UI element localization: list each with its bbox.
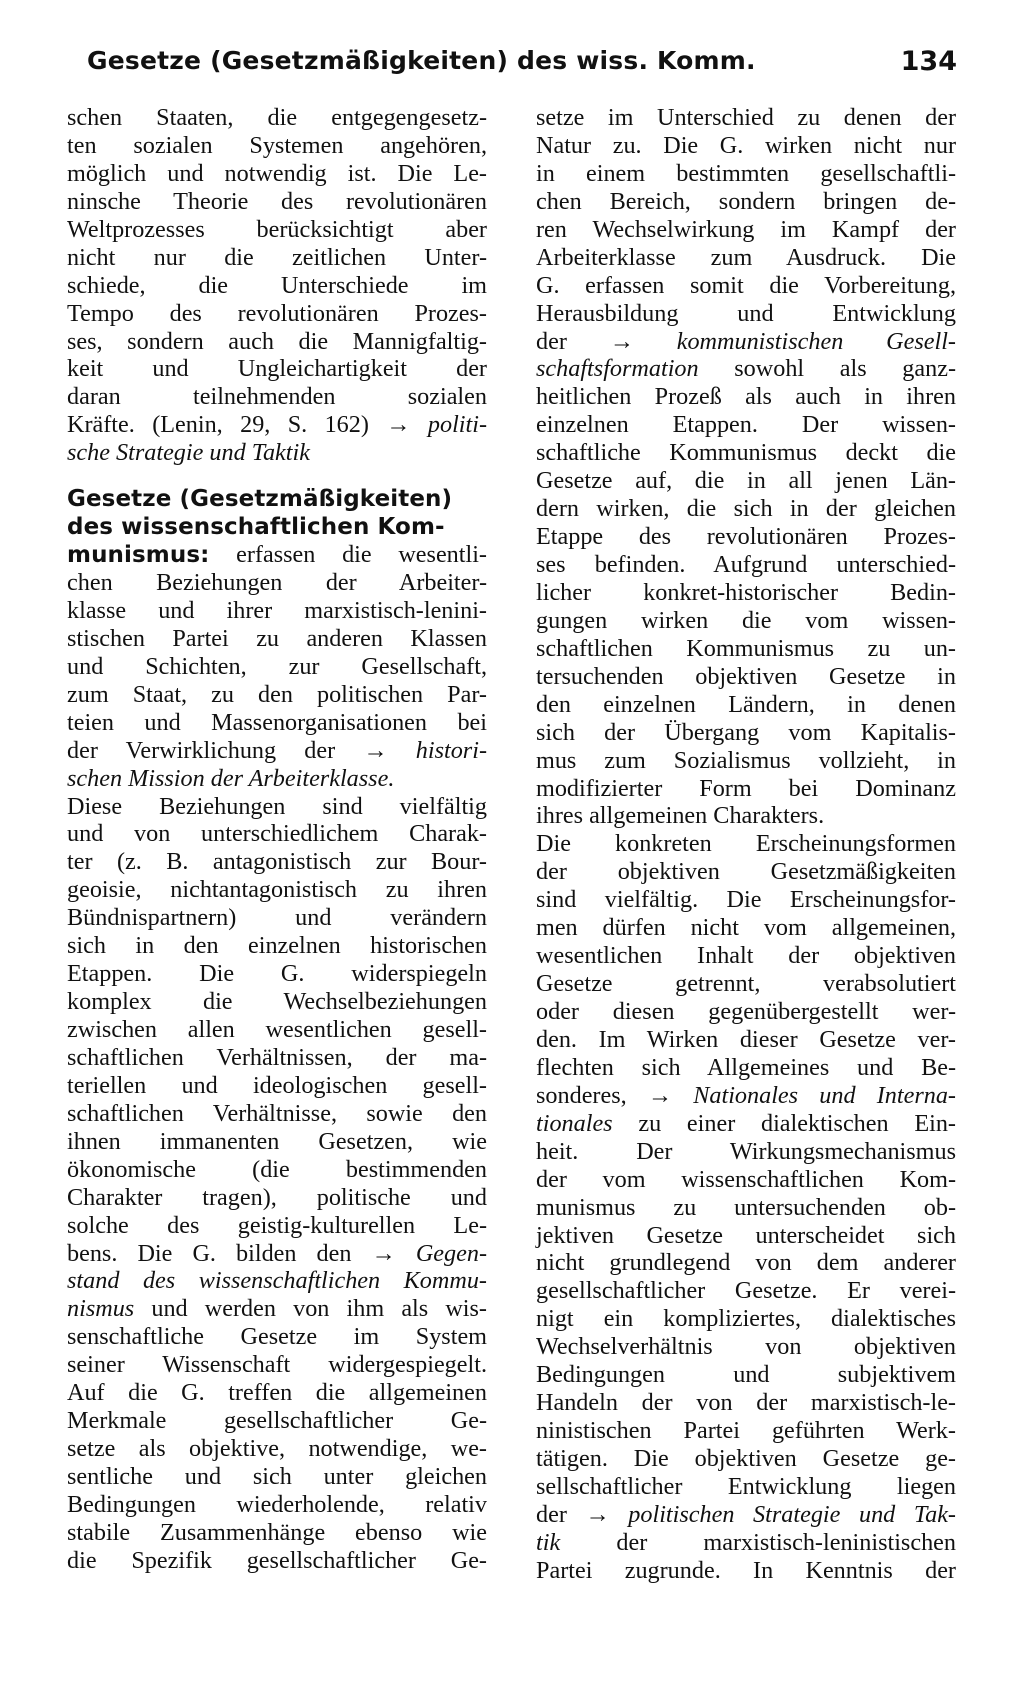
text-line: nigt ein kompliziertes, dialektisches <box>536 1305 956 1333</box>
previous-entry-continuation <box>67 104 487 411</box>
text-line: jektiven Gesetze unterscheidet sich <box>536 1221 956 1249</box>
text-line: ninsche Theorie des revolutionären <box>67 187 487 215</box>
text-line: schaftlichen Verhältnisse, sowie den <box>67 1099 487 1127</box>
text-line: Auf die G. treffen die allgemeinen <box>67 1379 487 1407</box>
text-line: ihres allgemeinen Charakters. <box>536 802 825 830</box>
text-line: der objektiven Gesetzmäßigkeiten <box>536 858 956 886</box>
cross-reference-link: schen Mission der Arbeiterklasse. <box>67 764 395 792</box>
text-line: sind vielfältig. Die Erscheinungsfor- <box>536 886 956 914</box>
text-line: die Spezifik gesellschaftlicher Ge- <box>67 1546 487 1574</box>
text-line: sich der Übergang vom Kapitalis- <box>536 718 956 746</box>
text-line: ninistischen Partei geführten Werk- <box>536 1417 956 1445</box>
text-line: sentliche und sich unter gleichen <box>67 1463 487 1490</box>
text-line: Bedingungen und subjektivem <box>536 1361 956 1389</box>
page-number: 134 <box>900 46 957 77</box>
text-line: ökonomische (die bestimmenden <box>67 1155 487 1183</box>
text-line: mus zum Sozialismus vollzieht, in <box>536 746 956 774</box>
text-line: dern wirken, die sich in der gleichen <box>536 495 956 523</box>
text-line: ses, sondern auch die Mannigfaltig- <box>67 327 487 355</box>
text-line: munismus: erfassen die wesentli- <box>67 541 487 569</box>
entry-headword: des wissenschaftlichen Kom- <box>67 514 445 541</box>
text-line: ten sozialen Systemen angehören, <box>67 131 487 159</box>
text-line: schaftliche Kommunismus deckt die <box>536 439 956 467</box>
text-line: heitlichen Prozeß als auch in ihren <box>536 383 956 411</box>
text-line: klasse und ihrer marxistisch-lenini- <box>67 596 487 624</box>
text-line: Gesetze auf, die in all jenen Län- <box>536 467 956 495</box>
text-line: ter (z. B. antagonistisch zur Bour- <box>67 848 487 876</box>
text-line: der → kommunistischen Gesell- <box>536 327 956 355</box>
cross-reference-link: tionales <box>536 1109 613 1137</box>
cross-reference-link: schaftsformation <box>536 355 699 383</box>
left-column <box>67 104 487 1575</box>
text-line: bens. Die G. bilden den → Gegen- <box>67 1239 487 1267</box>
text-line: zwischen allen wesentlichen gesell- <box>67 1016 487 1043</box>
text-line: nismus und werden von ihm als wis- <box>67 1295 487 1323</box>
text-line: schiede, die Unterschiede im <box>67 271 487 299</box>
text-line: Natur zu. Die G. wirken nicht nur <box>536 131 956 159</box>
text-line: sonderes, → Nationales und Interna- <box>536 1081 956 1109</box>
entry-body <box>67 1323 487 1574</box>
text-line: Handeln der von der marxistisch-le- <box>536 1389 956 1417</box>
text-line: Bedingungen wiederholende, relativ <box>67 1490 487 1518</box>
text-line: munismus zu untersuchenden ob- <box>536 1193 956 1221</box>
text-line: keit und Ungleichartigkeit der <box>67 355 487 383</box>
text-line: Herausbildung und Entwicklung <box>536 299 956 327</box>
text-line: Tempo des revolutionären Prozes- <box>67 299 487 327</box>
text-line: solche des geistig-kulturellen Le- <box>67 1211 487 1239</box>
cross-reference-link: Nationales und Interna- <box>693 1081 956 1109</box>
text-line: ihnen immanenten Gesetzen, wie <box>67 1127 487 1155</box>
text-line <box>67 1267 487 1295</box>
text-line: Bündnispartnern) und verändern <box>67 904 487 932</box>
text-line: den. Im Wirken dieser Gesetze ver- <box>536 1025 956 1053</box>
text-line: den einzelnen Ländern, in denen <box>536 690 956 718</box>
text-line: stabile Zusammenhänge ebenso wie <box>67 1518 487 1546</box>
text-line: sellschaftlicher Entwicklung liegen <box>536 1472 956 1500</box>
entry-body <box>67 793 487 1240</box>
text-line: tätigen. Die objektiven Gesetze ge- <box>536 1445 956 1472</box>
text-line: einzelnen Etappen. Der wissen- <box>536 411 956 439</box>
cross-reference-link: kommunistischen Gesell- <box>676 327 956 355</box>
text-line: modifizierter Form bei Dominanz <box>536 774 956 802</box>
text-line: nicht grundlegend von dem anderer <box>536 1249 956 1277</box>
text-line: Etappen. Die G. widerspiegeln <box>67 960 487 988</box>
text-line: Kräfte. (Lenin, 29, S. 162) → politi- <box>67 411 487 439</box>
cross-reference-link: nismus <box>67 1295 135 1323</box>
text-line: tik der marxistisch-leninistischen <box>536 1528 956 1556</box>
text-line: schaftlichen Verhältnissen, der ma- <box>67 1043 487 1071</box>
text-line: schen Staaten, die entgegengesetz- <box>67 104 487 131</box>
cross-reference-link: politischen Strategie und Tak- <box>628 1500 956 1528</box>
text-line: tionales zu einer dialektischen Ein- <box>536 1109 956 1137</box>
text-line: und Schichten, zur Gesellschaft, <box>67 652 487 680</box>
text-line: flechten sich Allgemeines und Be- <box>536 1053 956 1081</box>
text-line: der vom wissenschaftlichen Kom- <box>536 1165 956 1193</box>
text-line: chen Bereich, sondern bringen de- <box>536 187 956 215</box>
text-line: Partei zugrunde. In Kenntnis der <box>536 1556 956 1584</box>
text-line: teien und Massenorganisationen bei <box>67 708 487 736</box>
text-line: oder diesen gegenübergestellt wer- <box>536 998 956 1025</box>
text-line <box>67 439 487 467</box>
text-line: geoisie, nichtantagonistisch zu ihren <box>67 876 487 904</box>
text-line: Gesetze getrennt, verabsolutiert <box>536 970 956 998</box>
text-line: sich in den einzelnen historischen <box>67 932 487 960</box>
right-column <box>536 104 956 1585</box>
text-line: Etappe des revolutionären Prozes- <box>536 523 956 551</box>
text-line: Arbeiterklasse zum Ausdruck. Die <box>536 243 956 271</box>
text-line: Merkmale gesellschaftlicher Ge- <box>67 1407 487 1435</box>
text-line: seiner Wissenschaft widergespiegelt. <box>67 1351 487 1379</box>
entry-separator <box>67 467 487 485</box>
text-line: der → politischen Strategie und Tak- <box>536 1500 956 1528</box>
text-line <box>67 485 487 513</box>
text-line: schaftsformation sowohl als ganz- <box>536 355 956 383</box>
text-line: licher konkret-historischer Bedin- <box>536 578 956 606</box>
entry-body <box>536 1138 956 1501</box>
text-line: Diese Beziehungen sind vielfältig <box>67 792 487 820</box>
text-line: heit. Der Wirkungsmechanismus <box>536 1137 956 1165</box>
entry-body <box>67 569 487 737</box>
text-line: komplex die Wechselbeziehungen <box>67 988 487 1016</box>
cross-reference-link: sche Strategie und Taktik <box>67 439 310 467</box>
cross-reference-link: Gegen- <box>415 1239 487 1267</box>
text-line: tersuchenden objektiven Gesetze in <box>536 662 956 690</box>
entry-headword: Gesetze (Gesetzmäßigkeiten) <box>67 486 453 513</box>
text-line: stischen Partei zu anderen Klassen <box>67 624 487 652</box>
text-line: G. erfassen somit die Vorbereitung, <box>536 271 956 299</box>
entry-headword: munismus: <box>67 542 210 569</box>
text-line: ren Wechselwirkung im Kampf der <box>536 215 956 243</box>
text-line <box>67 765 487 793</box>
text-line: schaftlichen Kommunismus zu un- <box>536 634 956 662</box>
text-line: möglich und notwendig ist. Die Le- <box>67 159 487 187</box>
text-line: Die konkreten Erscheinungsformen <box>536 830 956 858</box>
text-line: wesentlichen Inhalt der objektiven <box>536 942 956 970</box>
text-line <box>67 513 487 541</box>
text-line: gesellschaftlicher Gesetze. Er verei- <box>536 1277 956 1305</box>
text-line: in einem bestimmten gesellschaftli- <box>536 159 956 187</box>
text-line: men dürfen nicht vom allgemeinen, <box>536 914 956 942</box>
text-line: zum Staat, zu den politischen Par- <box>67 680 487 708</box>
cross-reference-link: histori- <box>415 736 487 764</box>
running-head-title: Gesetze (Gesetzmäßigkeiten) des wiss. Komm. <box>87 46 756 75</box>
text-line: teriellen und ideologischen gesell- <box>67 1071 487 1099</box>
text-line: setze im Unterschied zu denen der <box>536 104 956 131</box>
cross-reference-link: stand des wissenschaftlichen Kommu- <box>67 1267 487 1295</box>
entry-body <box>536 383 956 1081</box>
text-line: Charakter tragen), politische und <box>67 1183 487 1211</box>
text-line: nicht nur die zeitlichen Unter- <box>67 243 487 271</box>
text-line: gungen wirken die vom wissen- <box>536 606 956 634</box>
text-line: Weltprozesses berücksichtigt aber <box>67 215 487 243</box>
text-line: daran teilnehmenden sozialen <box>67 383 487 411</box>
text-line: Wechselverhältnis von objektiven <box>536 1333 956 1361</box>
text-line: setze als objektive, notwendige, we- <box>67 1435 487 1463</box>
text-line: und von unterschiedlichem Charak- <box>67 820 487 848</box>
text-line: chen Beziehungen der Arbeiter- <box>67 569 487 596</box>
cross-reference-link: tik <box>536 1528 561 1556</box>
cross-reference-link: politi- <box>427 411 487 439</box>
text-line: senschaftliche Gesetze im System <box>67 1323 487 1351</box>
text-line: ses befinden. Aufgrund unterschied- <box>536 551 956 578</box>
running-header <box>87 46 957 86</box>
entry-body <box>536 104 956 328</box>
text-line: der Verwirklichung der → histori- <box>67 736 487 764</box>
